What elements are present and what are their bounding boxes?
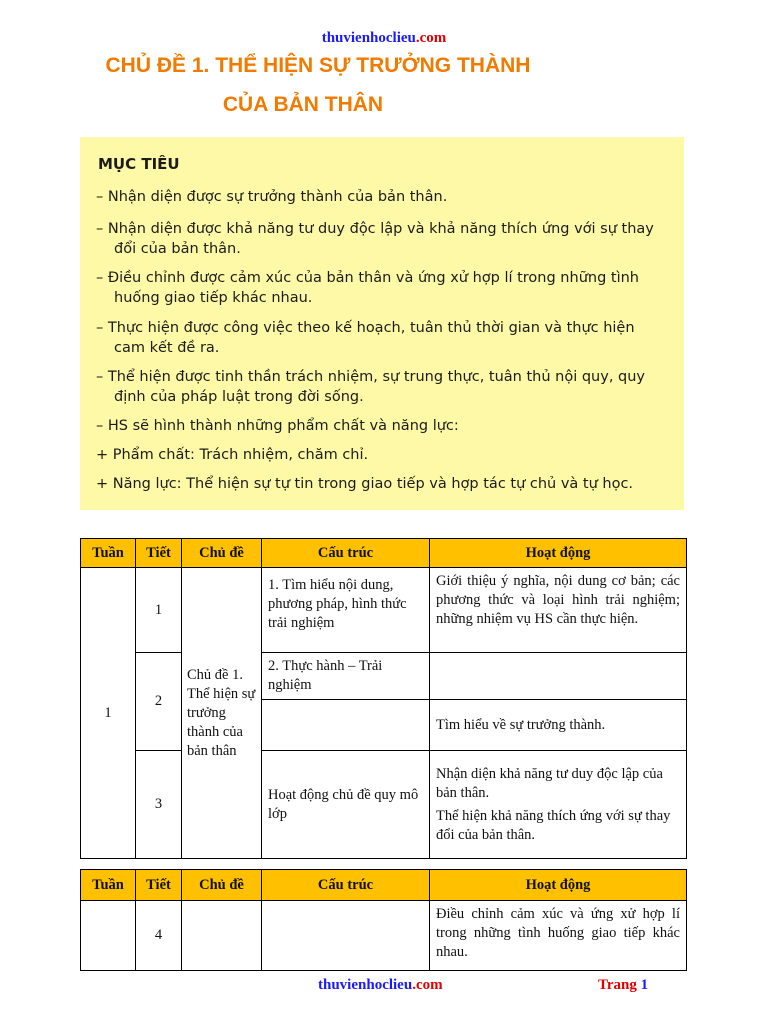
table-header-row: [81, 870, 687, 901]
activity-cell: Giới thiệu ý nghĩa, nội dung cơ bản; các phương thức và loại hình trải nghiệm; những nhiệm vụ HS cần thực hiện.: [430, 568, 687, 653]
structure-cell: [262, 901, 430, 971]
header-week: Tuần: [81, 870, 136, 901]
objective-line: – Thể hiện được tinh thần trách nhiệm, sự trung thực, tuân thủ nội quy, quy: [96, 369, 646, 385]
header-site-name: [0, 30, 768, 47]
structure-cell: 1. Tìm hiểu nội dung, phương pháp, hình thức trải nghiệm: [262, 568, 430, 653]
objective-line: + Phẩm chất: Trách nhiệm, chăm chỉ.: [96, 447, 369, 463]
header-activity: Hoạt động: [430, 539, 687, 568]
structure-cell: [262, 700, 430, 751]
activity-cell: Tìm hiểu về sự trưởng thành.: [430, 700, 687, 751]
page-number-value: 1: [640, 977, 649, 993]
week-cell: 1: [81, 568, 136, 859]
schedule-table-continued: [80, 869, 687, 971]
objective-line: định của pháp luật trong đời sống.: [114, 389, 364, 405]
site-name-part2: .com: [415, 30, 447, 46]
activity-cell: Điều chỉnh cảm xúc và ứng xử hợp lí trong những tình huống giao tiếp khác nhau.: [430, 901, 687, 971]
activity-line: Thể hiện khả năng thích ứng với sự thay đổi của bản thân.: [436, 807, 671, 843]
week-cell: [81, 901, 136, 971]
activity-cell: [430, 751, 687, 859]
period-cell: 4: [136, 901, 182, 971]
objective-line: – Nhận diện được sự trưởng thành của bản thân.: [96, 189, 448, 205]
page-title-line1: CHỦ ĐỀ 1. THỂ HIỆN SỰ TRƯỞNG THÀNH: [105, 54, 531, 77]
period-cell: 3: [136, 751, 182, 859]
objective-line: đổi của bản thân.: [114, 241, 241, 257]
page-title-line2: CỦA BẢN THÂN: [222, 93, 384, 116]
header-structure: Cấu trúc: [262, 539, 430, 568]
table-row: [81, 568, 687, 653]
objective-line: – Điều chỉnh được cảm xúc của bản thân và ứng xử hợp lí trong những tình: [96, 270, 639, 286]
topic-cell: Chủ đề 1. Thể hiện sự trưởng thành của bản thân: [182, 568, 262, 859]
footer-site-part1: thuvienhoclieu: [318, 977, 413, 993]
footer-site-name: [318, 977, 443, 994]
period-cell: 2: [136, 653, 182, 751]
schedule-table: [80, 538, 687, 859]
activity-line: Nhận diện khả năng tư duy độc lập của bản thân.: [436, 765, 663, 801]
objectives-box: [80, 137, 684, 510]
table-row: [81, 901, 687, 971]
site-name-part1: thuvienhoclieu: [321, 30, 416, 46]
objective-line: huống giao tiếp khác nhau.: [114, 290, 313, 306]
objective-line: – Nhận diện được khả năng tư duy độc lập và khả năng thích ứng với sự thay: [96, 221, 654, 237]
period-cell: 1: [136, 568, 182, 653]
footer-site-part2: .com: [412, 977, 443, 993]
header-period: Tiết: [136, 870, 182, 901]
header-period: Tiết: [136, 539, 182, 568]
table-row: [81, 751, 687, 859]
table-header-row: [81, 539, 687, 568]
activity-cell: [430, 653, 687, 700]
objectives-heading: MỤC TIÊU: [98, 155, 180, 173]
header-topic: Chủ đề: [182, 870, 262, 901]
topic-cell: [182, 901, 262, 971]
structure-cell: Hoạt động chủ đề quy mô lớp: [262, 751, 430, 859]
objective-line: – Thực hiện được công việc theo kế hoạch, tuân thủ thời gian và thực hiện: [96, 320, 635, 336]
objective-line: cam kết đề ra.: [114, 340, 220, 356]
page-label: Trang: [598, 977, 637, 993]
table-row: [81, 653, 687, 700]
header-week: Tuần: [81, 539, 136, 568]
page-number: [598, 977, 648, 994]
structure-cell: 2. Thực hành – Trải nghiệm: [262, 653, 430, 700]
header-topic: Chủ đề: [182, 539, 262, 568]
header-activity: Hoạt động: [430, 870, 687, 901]
header-structure: Cấu trúc: [262, 870, 430, 901]
objective-line: + Năng lực: Thể hiện sự tự tin trong giao tiếp và hợp tác tự chủ và tự học.: [96, 476, 634, 492]
objective-line: – HS sẽ hình thành những phẩm chất và năng lực:: [96, 418, 459, 434]
